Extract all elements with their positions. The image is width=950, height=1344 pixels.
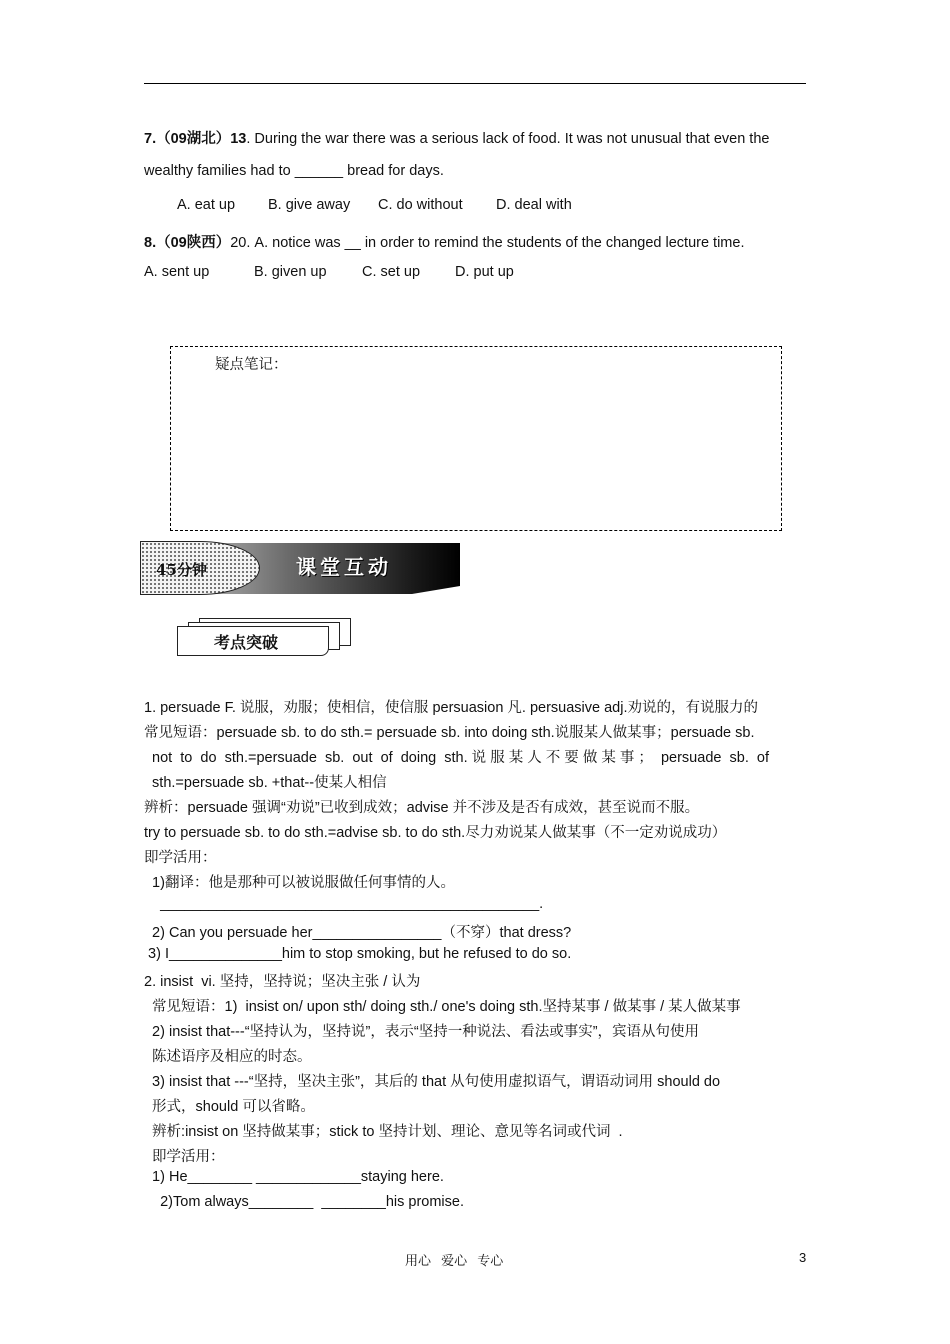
answer-blank-line: _______________________________________________. [144, 896, 544, 912]
content-line: try to persuade sb. to do sth.=advise sb. to do sth.尽力劝说某人做某事（不一定劝说成功） [144, 825, 727, 841]
question-7-options [177, 197, 572, 213]
question-8-text: 20. A. notice was __ in order to remind the students of the changed lecture time. [230, 235, 745, 251]
content-line: 即学活用： [144, 850, 217, 866]
question-8-line-1 [144, 231, 744, 252]
content-line: 2) insist that---“坚持认为，坚持说”，表示“坚持一种说法、看法或事实”，宾语从句使用 [144, 1024, 700, 1040]
option: C. do without [378, 197, 463, 213]
content-line: 2)Tom always________ ________his promise. [144, 1194, 464, 1210]
content-line: 形式，should 可以省略。 [144, 1099, 315, 1115]
content-line: 即学活用： [144, 1149, 225, 1165]
notes-box[interactable] [170, 346, 782, 531]
question-7-text: . During the war there was a serious lack of food. It was not unusual that even the [246, 131, 770, 147]
content-line: 辨析：persuade 强调“劝说”已收到成效；advise 并不涉及是否有成效，甚至说而不服。 [144, 800, 700, 816]
notes-label: 疑点笔记： [215, 357, 288, 373]
question-7-line-2: wealthy families had to ______ bread for days. [144, 163, 444, 179]
banner-cut-corner [400, 586, 460, 596]
content-line: 1)翻译：他是那种可以被说服做任何事情的人。 [144, 875, 455, 891]
content-line: 1) He________ _____________staying here. [144, 1169, 444, 1185]
section-tab-label: 考点突破 [214, 633, 279, 652]
option: A. eat up [177, 197, 236, 213]
option: D. put up [455, 264, 514, 280]
footer-motto: 用心 爱心 专心 [405, 1254, 504, 1269]
banner-title: 课堂互动 [296, 555, 392, 579]
question-7-line-1 [144, 127, 769, 148]
header-rule [144, 83, 806, 84]
question-8-label: 8.（09陕西） [144, 235, 231, 251]
option: C. set up [362, 264, 421, 280]
content-line: 辨析:insist on 坚持做某事；stick to 坚持计划、理论、意见等名词或代词 . [144, 1124, 623, 1140]
content-line: 3) insist that ---“坚持，坚决主张”，其后的 that 从句使用虚拟语气，谓语动词用 should do [144, 1074, 721, 1090]
content-line: sth.=persuade sb. +that--使某人相信 [144, 775, 387, 791]
content-line: 2. insist vi. 坚持，坚持说；坚决主张 / 认为 [144, 974, 421, 990]
content-line: 2) Can you persuade her________________（不穿）that dress? [144, 925, 572, 941]
page-number: 3 [799, 1250, 807, 1265]
question-7-label: 7.（09湖北）13 [144, 131, 247, 147]
question-8-options [144, 264, 514, 280]
option: B. give away [268, 197, 351, 213]
content-line: 常见短语：1) insist on/ upon sth/ doing sth./ one's doing sth.坚持某事 / 做某事 / 某人做某事 [144, 999, 741, 1015]
content-line: 3) I______________him to stop smoking, but he refused to do so. [144, 946, 572, 962]
section-tab [177, 626, 329, 656]
option: A. sent up [144, 264, 210, 280]
option: D. deal with [496, 197, 572, 213]
option: B. given up [254, 264, 327, 280]
content-line: 常见短语：persuade sb. to do sth.= persuade sb. into doing sth.说服某人做某事；persuade sb. [144, 725, 755, 741]
banner-time-label: 45分钟 [156, 561, 207, 579]
content-line: 陈述语序及相应的时态。 [144, 1049, 312, 1065]
content-line: not to do sth.=persuade sb. out of doing sth. 说 服 某 人 不 要 做 某 事 ； persuade sb. of [144, 750, 769, 766]
content-line: 1. persuade F. 说服，劝服；使相信，使信服 persuasion 凡. persuasive adj.劝说的，有说服力的 [144, 700, 758, 716]
